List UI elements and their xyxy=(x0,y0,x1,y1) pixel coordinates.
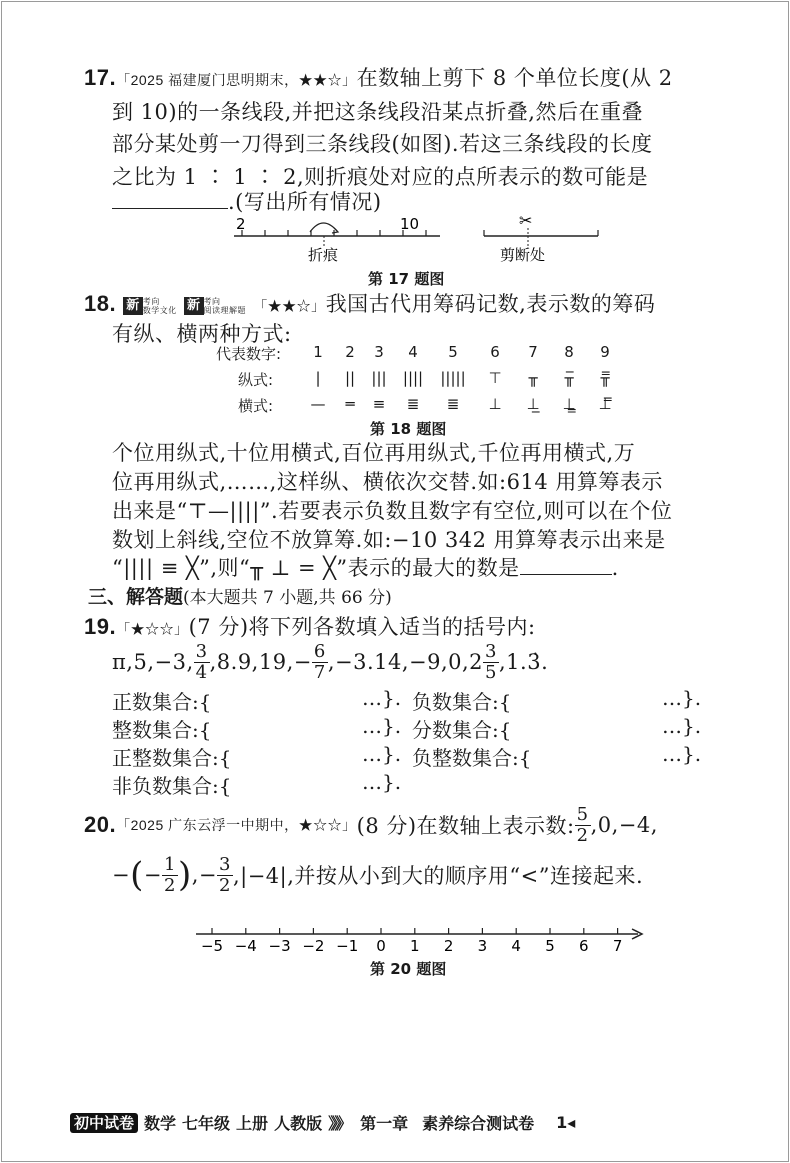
badge-reading-sub1: 考向 xyxy=(203,296,221,306)
set-nonneg-label: 非负数集合:{ xyxy=(112,774,232,798)
q19-nums-a: π,5,−3, xyxy=(112,650,194,674)
rod-horizontal-6: ⊥ xyxy=(488,395,502,413)
q18-caption: 第 18 题图 xyxy=(370,420,447,438)
q20-frac2-den: 2 xyxy=(163,874,176,896)
q17-tag: 「2025 福建厦门思明期末，★★☆」 xyxy=(116,72,357,88)
q20-frac-3-2 xyxy=(217,855,233,896)
q20-tag: 「2025 广东云浮一中期中，★☆☆」 xyxy=(116,817,357,833)
footer-test-name: 素养综合测试卷 xyxy=(422,1114,535,1133)
set-positive-end: …}. xyxy=(362,686,402,710)
q20-line1 xyxy=(84,802,658,848)
q20-tick-label: 5 xyxy=(545,937,555,955)
rod-vertical-1: | xyxy=(315,369,321,387)
q20-tick-label: −2 xyxy=(302,937,325,955)
q18-line1 xyxy=(84,288,655,318)
q19-nums-b: ,8.9,19,− xyxy=(209,650,312,674)
rod-horizontal-4: ≣ xyxy=(406,395,420,413)
q18-text-2: 有纵、横两种方式: xyxy=(112,322,292,346)
q20-frac-5-2 xyxy=(575,805,591,846)
q17-figure xyxy=(228,212,608,274)
scissors-icon: ✂ xyxy=(519,212,533,230)
badge-reading-sub2: 阅读理解题 xyxy=(203,305,246,315)
q19-frac3-num: 3 xyxy=(485,640,497,662)
set-integer-label: 整数集合:{ xyxy=(112,718,212,742)
q20-tick-label: 7 xyxy=(612,937,623,955)
q20-text1b: ,0,−4, xyxy=(590,813,658,837)
q20-tick-label: 6 xyxy=(579,937,589,955)
rod-row-label-digits: 代表数字: xyxy=(216,345,282,363)
q20-tick-label: −5 xyxy=(200,937,224,955)
footer-subject: 数学 xyxy=(144,1114,177,1133)
set-fraction-end: …}. xyxy=(662,714,702,738)
rod-vertical-3: ||| xyxy=(371,369,387,387)
q17-number: 17. xyxy=(84,65,117,90)
set-integer-end: …}. xyxy=(362,714,402,738)
q20-tick-label: 3 xyxy=(477,937,488,955)
q19-frac-3-4 xyxy=(194,642,210,683)
q19-numbers xyxy=(112,640,548,684)
q19-frac-6-7 xyxy=(312,642,328,683)
q17-fig-crease-label: 折痕 xyxy=(308,246,339,264)
badge-culture-sub1: 考向 xyxy=(142,296,160,306)
q20-comma: ,− xyxy=(191,863,217,887)
q20-text1: (8 分)在数轴上表示数: xyxy=(356,814,575,838)
section-3-title: 三、解答题 xyxy=(88,586,184,608)
q18-para-4: 数划上斜线,空位不放算筹.如:−10 342 用算筹表示出来是 xyxy=(112,528,666,552)
q20-frac2-num: 1 xyxy=(163,853,176,875)
q17-fig-end-label: 10 xyxy=(400,215,420,233)
q17-text-1: 在数轴上剪下 8 个单位长度(从 2 xyxy=(356,66,673,90)
rod-digit-4: 4 xyxy=(408,343,418,361)
q20-frac-1-2 xyxy=(162,855,178,896)
rod-horizontal-1: — xyxy=(310,395,326,413)
set-nonneg-end: …}. xyxy=(362,770,402,794)
rod-vertical-5: ||||| xyxy=(440,369,466,387)
q20-text2: ,|−4|,并按从小到大的顺序用“<”连接起来. xyxy=(232,864,644,888)
q17-hint: .(写出所有情况) xyxy=(228,190,382,214)
q20-tick-label: 0 xyxy=(376,937,386,955)
footer-badge: 初中试卷 xyxy=(70,1113,138,1133)
set-negative-end: …}. xyxy=(662,686,702,710)
rod-row-label-vertical: 纵式: xyxy=(238,371,274,389)
q20-tick-label: −1 xyxy=(336,937,359,955)
rod-digit-7: 7 xyxy=(528,343,538,361)
q18-answer-blank[interactable] xyxy=(520,573,612,575)
set-neg-integer-label: 负整数集合:{ xyxy=(412,746,532,770)
footer-edition: 人教版 xyxy=(274,1114,323,1133)
q17-text-4: 之比为 1 ∶ 1 ∶ 2,则折痕处对应的点所表示的数可能是 xyxy=(112,165,649,189)
q17-text-3: 部分某处剪一刀得到三条线段(如图).若这三条线段的长度 xyxy=(112,132,653,156)
q19-frac1-den: 4 xyxy=(195,661,208,683)
q19-line1 xyxy=(84,611,536,641)
set-negative-label: 负数集合:{ xyxy=(412,690,512,714)
q18-para-5b: . xyxy=(611,556,619,580)
q20-number: 20. xyxy=(84,812,117,837)
page-number: 1◂ xyxy=(556,1113,576,1132)
q19-number: 19. xyxy=(84,614,117,639)
footer-volume: 上册 xyxy=(236,1114,269,1133)
q20-frac3-num: 3 xyxy=(218,853,231,875)
rod-vertical-9: ╥̿ xyxy=(600,369,610,387)
rod-digit-2: 2 xyxy=(345,343,355,361)
rod-digit-8: 8 xyxy=(564,343,574,361)
rod-vertical-7: ╥ xyxy=(528,369,538,387)
q20-inner-minus: − xyxy=(143,863,162,887)
q20-paren-close: ) xyxy=(177,855,192,895)
q17-fig-start-label: 2 xyxy=(236,215,246,233)
q18-tag: 「★★☆」 xyxy=(253,298,326,314)
rod-row-label-horizontal: 横式: xyxy=(238,397,274,415)
set-positive-label: 正数集合:{ xyxy=(112,690,212,714)
section-3-note: (本大题共 7 小题,共 66 分) xyxy=(183,588,392,608)
rod-digit-6: 6 xyxy=(490,343,500,361)
rod-digit-1: 1 xyxy=(313,343,323,361)
rod-digit-3: 3 xyxy=(374,343,384,361)
q17-line1 xyxy=(84,62,673,92)
badge-culture-sub xyxy=(143,297,177,315)
section-3-header xyxy=(88,582,392,609)
q19-frac2-num: 6 xyxy=(313,640,326,662)
footer-grade: 七年级 xyxy=(182,1114,231,1133)
q18-para-5 xyxy=(112,552,619,582)
q18-para-2: 位再用纵式,……,这样纵、横依次交替.如:614 用算筹表示 xyxy=(112,470,663,494)
rod-horizontal-9: ⊥̿ xyxy=(598,395,612,413)
rod-vertical-6: ⊤ xyxy=(488,369,502,387)
badge-culture: 新 xyxy=(123,297,143,315)
footer-arrows-icon: 》》》 xyxy=(328,1114,349,1133)
rod-vertical-4: |||| xyxy=(402,369,424,387)
rod-horizontal-7: ⊥̲ xyxy=(526,395,540,413)
q18-number: 18. xyxy=(84,291,117,316)
q17-caption: 第 17 题图 xyxy=(368,270,445,288)
badge-reading-sub xyxy=(204,297,247,315)
rod-horizontal-3: ≡ xyxy=(372,395,386,413)
q19-frac1-num: 3 xyxy=(195,640,208,662)
q20-tick-label: 2 xyxy=(443,937,454,955)
q17-fig-cut-label: 剪断处 xyxy=(500,246,546,264)
rod-horizontal-2: ═ xyxy=(345,395,355,413)
q19-tag: 「★☆☆」 xyxy=(116,621,189,637)
q20-tick-label: −3 xyxy=(268,937,291,955)
badge-reading: 新 xyxy=(184,297,204,315)
q19-frac2-den: 7 xyxy=(313,661,326,683)
q20-frac1-den: 2 xyxy=(576,824,589,846)
q17-text-2: 到 10)的一条线段,并把这条线段沿某点折叠,然后在重叠 xyxy=(112,100,643,124)
q20-line2 xyxy=(112,852,643,898)
q18-para-1: 个位用纵式,十位用横式,百位再用纵式,千位再用横式,万 xyxy=(112,441,636,465)
rod-digit-5: 5 xyxy=(448,343,458,361)
q18-para-5a: “|||| ≡ ╳”,则“╥ ⊥ = ╳”表示的最大的数是 xyxy=(112,556,520,580)
q19-frac-3-5 xyxy=(483,642,499,683)
set-neg-integer-end: …}. xyxy=(662,742,702,766)
q19-nums-c: ,−3.14,−9,0,2 xyxy=(327,650,484,674)
rod-vertical-8: ╥̅ xyxy=(564,369,574,387)
rod-horizontal-5: ≣ xyxy=(446,395,460,413)
badge-culture-sub2: 数学文化 xyxy=(142,305,177,315)
set-pos-integer-end: …}. xyxy=(362,742,402,766)
rod-digit-9: 9 xyxy=(600,343,610,361)
q20-frac3-den: 2 xyxy=(218,874,231,896)
q20-tick-label: 4 xyxy=(511,937,521,955)
q18-para-3: 出来是“⊤—||||”.若要表示负数且数字有空位,则可以在个位 xyxy=(112,499,673,523)
q20-tick-label: 1 xyxy=(410,937,420,955)
q19-text: (7 分)将下列各数填入适当的括号内: xyxy=(188,615,536,639)
set-fraction-label: 分数集合:{ xyxy=(412,718,512,742)
q19-frac3-den: 5 xyxy=(485,661,497,683)
footer xyxy=(70,1111,575,1134)
set-pos-integer-label: 正整数集合:{ xyxy=(112,746,232,770)
q17-answer-blank[interactable] xyxy=(112,207,228,209)
q20-tick-label: −4 xyxy=(234,937,257,955)
q20-paren-open: ( xyxy=(130,855,144,895)
q20-frac1-num: 5 xyxy=(576,803,589,825)
q18-text-1: 我国古代用筹码记数,表示数的筹码 xyxy=(325,292,656,316)
q20-caption: 第 20 题图 xyxy=(370,960,447,978)
q20-number-line xyxy=(190,922,650,956)
footer-chapter: 第一章 xyxy=(360,1114,409,1133)
q19-nums-d: ,1.3̇. xyxy=(499,650,549,674)
rod-horizontal-8: ⊥̳ xyxy=(562,395,576,413)
q20-minus: − xyxy=(112,863,131,887)
rod-vertical-2: || xyxy=(344,369,356,387)
